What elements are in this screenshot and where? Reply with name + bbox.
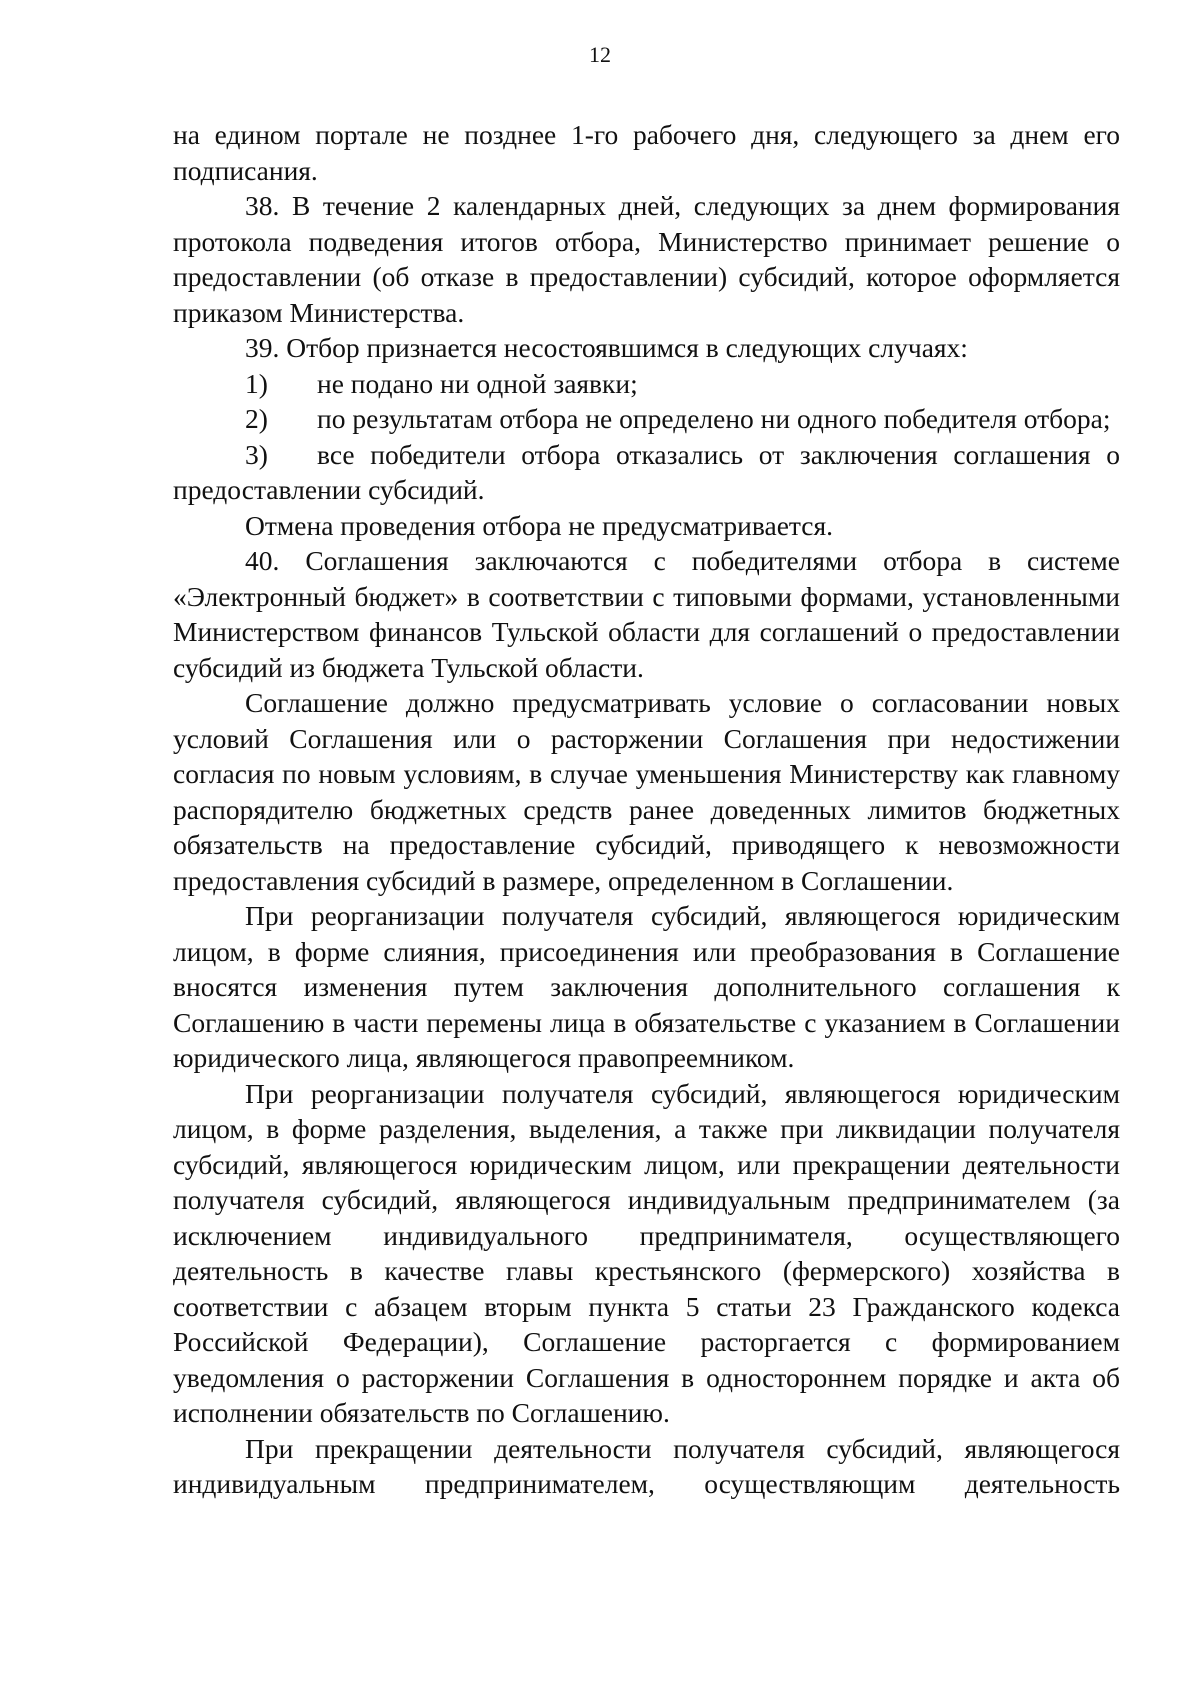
paragraph-cancel: Отмена проведения отбора не предусматривается.: [245, 509, 834, 541]
list-item-3: [173, 437, 1120, 508]
paragraph-38: 38. В течение 2 календарных дней, следующих за днем формирования протокола подведения итогов отбора, Министерство принимает решение о предоставлении (об отказе в предоставлении) субсидий, которое оформляется приказом Министерства.: [173, 190, 1120, 328]
paragraph-agreement-conditions: Соглашение должно предусматривать условие о согласовании новых условий Соглашения или о расторжении Соглашения при недостижении согласия по новым условиям, в случае уменьшения Министерству как главному распорядителю бюджетных средств ранее доведенных лимитов бюджетных обязательств на предоставление субсидий, приводящего к невозможности предоставления субсидий в размере, определенном в Соглашении.: [173, 687, 1120, 896]
paragraph-reorganization-division: При реорганизации получателя субсидий, являющегося юридическим лицом, в форме разделения, выделения, а также при ликвидации получателя субсидий, являющегося юридическим лицом, или прекращении деятельности получателя субсидий, являющегося индивидуальным предпринимателем (за исключением индивидуального предпринимателя, осуществляющего деятельность в качестве главы крестьянского (фермерского) хозяйства в соответствии с абзацем вторым пункта 5 статьи 23 Гражданского кодекса Российской Федерации), Соглашение расторгается с формированием уведомления о расторжении Соглашения в одностороннем порядке и акта об исполнении обязательств по Соглашению.: [173, 1077, 1120, 1428]
list-item-2: [173, 401, 1120, 437]
paragraph-termination: При прекращении деятельности получателя субсидий, являющегося индивидуальным предпринимателем, осуществляющим деятельность: [173, 1432, 1120, 1499]
list-item-text: по результатам отбора не определено ни одного победителя отбора;: [317, 403, 1111, 434]
paragraph-40: 40. Соглашения заключаются с победителями отбора в системе «Электронный бюджет» в соответствии с типовыми формами, установленными Министерством финансов Тульской области для соглашений о предоставлении субсидий из бюджета Тульской области.: [173, 545, 1120, 683]
list-item-text: все победители отбора отказались от заключения соглашения о предоставлении субсидий.: [173, 438, 1120, 505]
document-body: [173, 117, 1120, 1502]
list-item-number: 1): [245, 367, 268, 399]
list-item-text: не подано ни одной заявки;: [317, 367, 638, 399]
page-number: 12: [589, 42, 611, 67]
list-item-number: 3): [245, 438, 268, 470]
paragraph-39: 39. Отбор признается несостоявшимся в следующих случаях:: [245, 332, 968, 363]
list-item-1: [173, 366, 1120, 402]
list-item-number: 2): [245, 403, 268, 434]
paragraph-reorganization-merger: При реорганизации получателя субсидий, являющегося юридическим лицом, в форме слияния, присоединения или преобразования в Соглашение вносятся изменения путем заключения дополнительного соглашения к Соглашению в части перемены лица в обязательстве с указанием в Соглашении юридического лица, являющегося правопреемником.: [173, 900, 1120, 1073]
paragraph-continuation: на едином портале не позднее 1-го рабочего дня, следующего за днем его подписания.: [173, 119, 1120, 186]
